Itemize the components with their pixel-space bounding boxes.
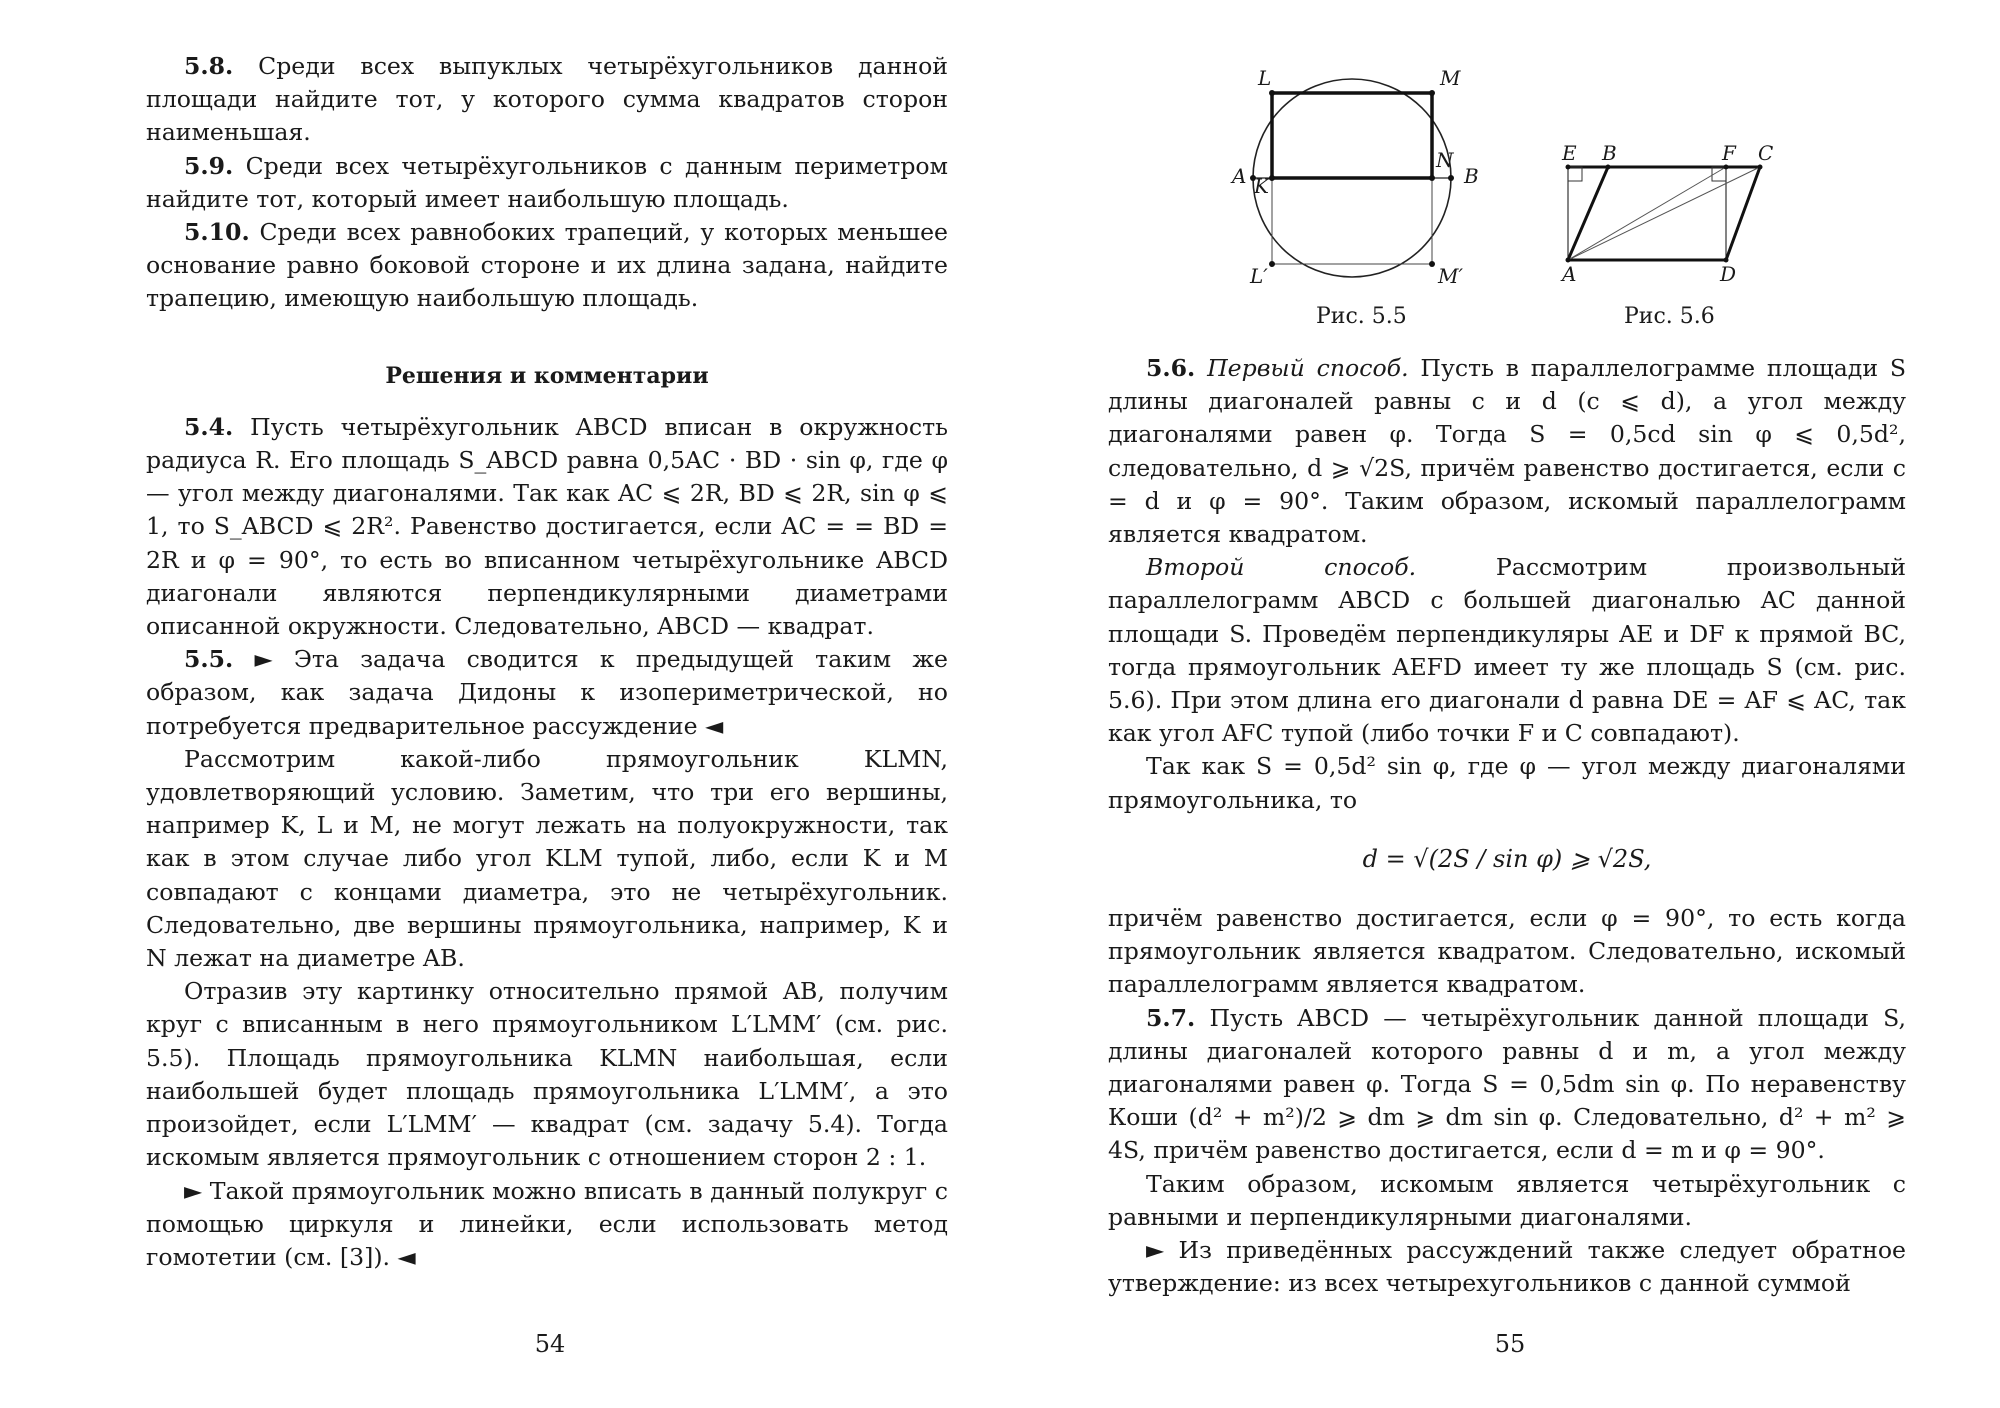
solution-5-7-part3: ► Из приведённых рассуждений также следует обратное утверждение: из всех четырехугольников с данной суммой: [1108, 1236, 1906, 1298]
solution-5-6-end: причём равенство достигается, если φ = 90°, то есть когда прямоугольник является квадратом. Следовательно, искомый параллелограмм является квадратом.: [1108, 904, 1906, 999]
page-number-right: 55: [1494, 1330, 1526, 1358]
label-a6: A: [1562, 262, 1577, 286]
point-b6: [1606, 165, 1611, 170]
label-mp: M′: [1438, 264, 1464, 288]
point-mp: [1429, 261, 1435, 267]
point-m: [1429, 90, 1435, 96]
problem-5-9: 5.9. Среди всех четырёхугольников с данным периметром найдите тот, который имеет наибольшую площадь.: [146, 151, 948, 213]
label-b6: B: [1602, 141, 1617, 165]
solution-5-5-part2: Рассмотрим какой-либо прямоугольник KLMN, удовлетворяющий условию. Заметим, что три его вершины, например K, L и M, не могут лежать на полуокружности, так как в этом случае либо угол KLM тупой, либо, если K и M совпадают с концами диаметра, это не четырёхугольник. Следовательно, две вершины прямоугольника, например, K и N лежат на диаметре AB.: [146, 744, 948, 973]
solution-5-5-part4: ► Такой прямоугольник можно вписать в данный полукруг с помощью циркуля и линейки, если использовать метод гомотетии (см. [3]). ◄: [146, 1176, 948, 1271]
label-f: F: [1722, 141, 1736, 165]
label-b: B: [1464, 164, 1479, 188]
solution-5-5-part3: Отразив эту картинку относительно прямой AB, получим круг с вписанным в него прямоугольником L′LMM′ (см. рис. 5.5). Площадь прямоугольника KLMN наибольшая, если наибольшей будет площадь прямоугольника L′LMM′, а это произойдет, если L′LMM′ — квадрат (см. задачу 5.4). Тогда искомым является прямоугольник с отношением сторон 2 : 1.: [146, 977, 948, 1172]
point-n: [1429, 175, 1435, 181]
solution-5-6-way2-cont: Так как S = 0,5d² sin φ, где φ — угол между диагоналями прямоугольника, то: [1108, 752, 1906, 814]
solution-5-4: 5.4. Пусть четырёхугольник ABCD вписан в окружность радиуса R. Его площадь S_ABCD равна 0,5AC · BD · sin φ, где φ — угол между диагоналями. Так как AC ⩽ 2R, BD ⩽ 2R, sin φ ⩽ 1, то S_ABCD ⩽ 2R². Равенство достигается, если AC = = BD = 2R и φ = 90°, то есть во вписанном четырёхугольнике ABCD диагонали являются перпендикулярными диаметрами описанной окружности. Следовательно, ABCD — квадрат.: [146, 412, 948, 641]
caption-5-5: Рис. 5.5: [1316, 304, 1407, 329]
label-m: M: [1440, 66, 1461, 90]
label-n: N: [1436, 148, 1454, 172]
point-lp: [1269, 261, 1275, 267]
diag-af: [1568, 167, 1726, 260]
solution-5-7: 5.7. Пусть ABCD — четырёхугольник данной площади S, длины диагоналей которого равны d и m, а угол между диагоналями равен φ. Тогда S = 0,5dm sin φ. По неравенству Коши (d² + m²)/2 ⩾ dm ⩾ dm sin φ. Следовательно, d² + m² ⩾ 4S, причём равенство достигается, если d = m и φ = 90°.: [1108, 1003, 1907, 1165]
label-lp: L′: [1250, 264, 1268, 288]
right-text-column: [1108, 352, 1906, 1300]
solution-5-6-way2: Второй способ. Рассмотрим произвольный параллелограмм ABCD с большей диагональю AC данной площади S. Проведём перпендикуляры AE и DF к прямой BC, тогда прямоугольник AEFD имеет ту же площадь S (см. рис. 5.6). При этом длина его диагонали d равна DE = AF ⩽ AC, так как угол AFC тупой (либо точки F и C совпадают).: [1108, 553, 1906, 748]
left-text-column: [146, 50, 948, 1274]
problem-5-10: 5.10. Среди всех равнобоких трапеций, у которых меньшее основание равно боковой стороне и их длина задана, найдите трапецию, имеющую наибольшую площадь.: [146, 218, 948, 313]
solution-5-7-part2: Таким образом, искомым является четырёхугольник с равными и перпендикулярными диагоналями.: [1108, 1169, 1906, 1231]
point-b: [1448, 175, 1454, 181]
label-k: K: [1254, 174, 1269, 198]
point-f: [1724, 165, 1729, 170]
rect-klmn: [1272, 93, 1432, 178]
caption-5-6: Рис. 5.6: [1624, 304, 1715, 329]
point-l: [1269, 90, 1275, 96]
page-number-left: 54: [534, 1330, 566, 1358]
label-l: L: [1258, 66, 1272, 90]
right-angle-e: [1568, 167, 1582, 181]
figure-5-6: [1560, 155, 1780, 275]
section-heading: Решения и комментарии: [385, 362, 709, 389]
point-e: [1566, 165, 1571, 170]
label-a: A: [1232, 164, 1247, 188]
figure-5-5: [1250, 55, 1470, 315]
label-e: E: [1562, 141, 1577, 165]
point-k: [1269, 175, 1275, 181]
solution-5-6: 5.6. Первый способ. Пусть в параллелограмме площади S длины диагоналей равны c и d (c ⩽ d), а угол между диагоналями равен φ. Тогда S = 0,5cd sin φ ⩽ 0,5d², следовательно, d ⩾ √2S, причём равенство достигается, если c = d и φ = 90°. Таким образом, искомый параллелограмм является квадратом.: [1108, 354, 1907, 549]
label-d: D: [1720, 262, 1737, 286]
formula-d: d = √(2S / sin φ) ⩾ √2S,: [1362, 844, 1652, 873]
right-page: [1000, 0, 2000, 1408]
solution-5-5: 5.5. ► Эта задача сводится к предыдущей таким же образом, как задача Дидоны к изопериметрической, но потребуется предварительное рассуждение ◄: [146, 645, 948, 740]
label-c: C: [1758, 141, 1774, 165]
problem-5-8: 5.8. Среди всех выпуклых четырёхугольников данной площади найдите тот, у которого сумма квадратов сторон наименьшая.: [146, 52, 949, 147]
point-c: [1758, 165, 1763, 170]
